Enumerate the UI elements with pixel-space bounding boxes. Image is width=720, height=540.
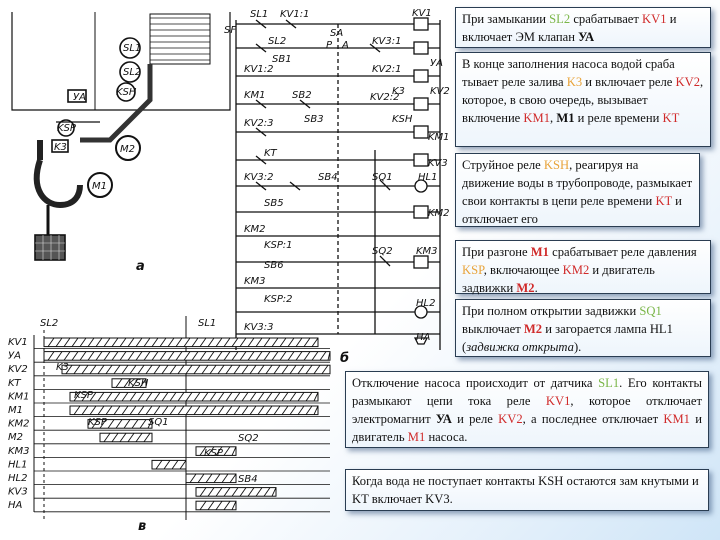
ladder-label: KV1:1	[280, 9, 310, 20]
note-text: M1	[556, 110, 575, 125]
timing-row-label: KV2	[8, 364, 28, 376]
timing-row-label: HA	[8, 500, 23, 512]
timing-mark: KSP	[74, 390, 93, 401]
timing-bars	[34, 338, 330, 512]
pump-label-m1: M1	[92, 181, 107, 192]
note-text: Струйное реле	[462, 158, 544, 172]
coil-label: УА	[430, 58, 443, 69]
note-text: Отключение насоса происходит от датчика	[352, 376, 599, 390]
pump-label-sl2: SL2	[123, 67, 142, 78]
pump-label-ksp: KSP	[57, 123, 76, 134]
note-text: K3	[566, 74, 583, 89]
note-text: , которое отключает электромагнит	[352, 393, 702, 426]
note-text: и включает ЭМ клапан	[462, 12, 677, 44]
note-text: ).	[573, 339, 582, 354]
ladder-label: SB1	[272, 54, 292, 65]
note-text: В конце заполнения насоса водой сраба тывает реле залива	[462, 57, 675, 89]
ladder-label: SL2	[268, 36, 287, 47]
timing-row-label: KT	[8, 377, 21, 389]
note-text: срабатывает реле давления	[548, 245, 697, 259]
timing-row-label: HL2	[8, 473, 28, 484]
timing-mark: KSH	[128, 378, 149, 389]
note-sl2-kv1	[455, 7, 711, 48]
pump-labels	[54, 43, 145, 274]
note-sq1	[455, 299, 711, 357]
ladder-label: KV2:3	[244, 118, 274, 129]
timing-chart	[8, 316, 330, 534]
note-text: насоса.	[425, 429, 468, 444]
note-text: выключает	[462, 321, 524, 336]
coil-label: KV1	[412, 8, 432, 19]
coil-label: KM3	[416, 246, 438, 257]
note-text: .	[534, 280, 538, 295]
ladder-label: KV3:3	[244, 322, 274, 333]
note-text: Когда вода не поступает контакты KSH остаются зам кнутыми и KT включает KV3.	[352, 474, 699, 506]
pump-label-k3: K3	[54, 142, 67, 153]
note-text: SL1	[598, 376, 620, 390]
ladder-label: K3	[392, 86, 405, 97]
note-text: KV1	[545, 393, 571, 408]
note-text: M2	[523, 321, 543, 336]
note-text: и реле	[451, 411, 499, 426]
note-ksp	[455, 240, 711, 294]
timing-row-label: KM1	[8, 391, 30, 403]
note-text: и включает реле	[582, 74, 676, 89]
timing-row-label: KM2	[8, 418, 30, 430]
timing-mark: KSP	[204, 448, 223, 459]
timing-row-labels	[8, 337, 30, 511]
ladder-label: KV3:2	[244, 172, 274, 183]
note-text: KM1	[523, 110, 551, 125]
ladder-label: SB2	[292, 90, 312, 101]
ladder-label: KT	[264, 148, 277, 159]
timing-row-label: M1	[8, 405, 23, 416]
ladder-label: KV2:2	[370, 92, 400, 103]
note-text: и отключает его	[462, 193, 682, 226]
coil-label: KV3	[428, 158, 448, 169]
note-ksh	[455, 153, 700, 227]
note-text: , включающее	[483, 262, 563, 277]
ladder-label: SB5	[264, 198, 284, 209]
ladder-label: KM1	[244, 90, 266, 101]
ladder-label: KV1:2	[244, 64, 274, 75]
ladder-label: SQ2	[372, 246, 393, 257]
note-text: и двигатель	[352, 411, 702, 444]
timing-mark: SB4	[238, 474, 258, 485]
note-text: задвижка открыта	[466, 339, 574, 354]
note-text: M2	[516, 280, 535, 295]
note-text: KV2	[498, 411, 523, 426]
timing-row-label: HL1	[8, 459, 28, 471]
ladder-label: SL1	[250, 9, 269, 20]
note-text: , а последнее отключает	[522, 411, 664, 426]
note-text: KV2	[675, 74, 701, 89]
coil-label: HL2	[416, 298, 436, 309]
ladder-label: KV3:1	[372, 36, 402, 47]
timing-label-sl1: SL1	[198, 318, 217, 329]
timing-on-bar	[100, 433, 152, 442]
pump-label-ya: УА	[73, 92, 86, 103]
note-text: SQ1	[639, 304, 662, 318]
note-text: SL2	[549, 12, 571, 26]
ladder-label: SB3	[304, 114, 324, 125]
note-text: KV1	[642, 12, 667, 26]
note-text: , реагируя на движение воды в трубопроводе, размыкает свои контакты в цепи реле времени	[462, 158, 693, 208]
ladder-label: KM3	[244, 276, 266, 287]
note-text: KM1	[663, 411, 690, 426]
timing-mark: SQ2	[238, 433, 259, 444]
note-k3-kv2	[455, 52, 711, 147]
timing-mark: KSP	[88, 417, 107, 428]
figure-label-b: б	[340, 351, 350, 366]
note-text: УА	[435, 411, 452, 426]
note-text: KM2	[562, 262, 590, 277]
note-text: срабатывает	[570, 12, 643, 26]
note-text: M1	[407, 429, 426, 444]
note-text: . Его контакты размыкают цепи тока реле	[352, 376, 703, 408]
note-text: KT	[662, 110, 680, 125]
ladder-label: KM2	[244, 224, 266, 235]
note-text: ,	[550, 110, 557, 125]
note-text: M1	[530, 245, 549, 259]
coil-label: KV2	[430, 86, 450, 97]
timing-row-label: KV3	[8, 486, 28, 498]
note-text: , которое, в свою очередь, вызывает включение	[462, 74, 704, 125]
note-kv3	[345, 469, 709, 511]
note-text: KT	[655, 193, 673, 208]
note-text: KSH	[543, 158, 570, 172]
figure-label-a: а	[136, 259, 145, 274]
ladder-label: KSP:1	[264, 240, 293, 251]
timing-mark: SQ1	[148, 417, 169, 428]
ladder-label: P	[326, 40, 333, 51]
pump-label-ksh: KSH	[116, 87, 137, 98]
coil-label: KM1	[428, 132, 450, 143]
note-text: и реле времени	[574, 110, 663, 125]
note-text: При замыкании	[462, 12, 550, 26]
note-text: и загорается лампа HL1 (	[462, 321, 673, 354]
timing-row-label: M2	[8, 432, 23, 444]
note-text: УА	[578, 29, 595, 44]
ladder-label: KSP:2	[264, 294, 293, 305]
ladder-label: SQ1	[372, 172, 393, 183]
note-text: При полном открытии задвижки	[462, 304, 640, 318]
coil-label: KM2	[428, 208, 450, 219]
timing-on-bar	[196, 488, 276, 497]
ladder-label: SA	[330, 28, 344, 39]
figure-label-v: в	[138, 519, 147, 534]
pump-label-sl1: SL1	[123, 43, 142, 54]
ladder-label: KSH	[392, 114, 413, 125]
ladder-label: KV2:1	[372, 64, 402, 75]
timing-row-label: KM3	[8, 445, 30, 457]
note-text: и двигатель задвижки	[462, 262, 655, 295]
ladder-label: SF	[224, 25, 237, 36]
timing-label-sl2: SL2	[40, 318, 59, 329]
ladder-label: SB4	[318, 172, 338, 183]
coil-label: HL1	[418, 172, 438, 183]
ladder-label: SB6	[264, 260, 284, 271]
timing-on-bar	[62, 365, 330, 374]
timing-row-label: KV1	[8, 337, 28, 348]
coil-label: HA	[416, 332, 431, 343]
ladder-label: A	[342, 40, 349, 51]
note-sl1-shutdown	[345, 371, 709, 448]
timing-row-label: УА	[8, 350, 21, 362]
pump-label-m2: M2	[120, 144, 135, 155]
timing-mark: K3	[56, 362, 69, 373]
note-text: KSP	[462, 262, 484, 277]
timing-on-bar	[196, 501, 236, 510]
pump-installation-figure	[12, 12, 230, 260]
note-text: При разгоне	[462, 245, 531, 259]
